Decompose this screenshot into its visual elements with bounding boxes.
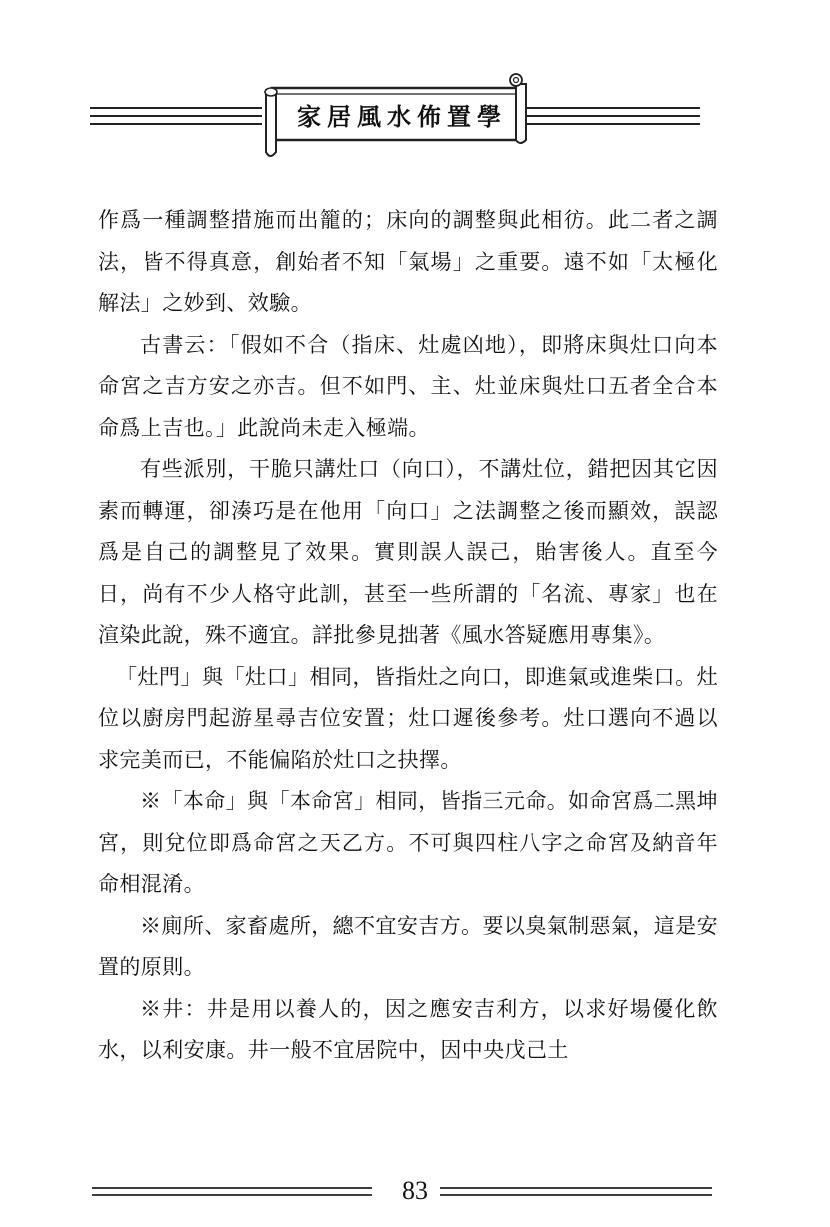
paragraph-7: ※井：井是用以養人的，因之應安吉利方，以求好場優化飲水，以利安康。井一般不宜居院中，因中央戊己土 [98,996,718,1062]
paragraph-3: 有些派別，干脆只講灶口（向口），不講灶位，錯把因其它因素而轉運，卻湊巧是在他用「向口」之法調整之後而顯效，誤認爲是自己的調整見了效果。實則誤人誤己，貽害後人。直至今日，尚有不少人格守此訓，甚至一些所謂的「名流、專家」也在渲染此說，殊不適宜。詳批參見拙著《風水答疑應用專集》。 [98,457,718,647]
paragraph-2: 古書云：「假如不合（指床、灶處凶地），即將床與灶口向本命宮之吉方安之亦吉。但不如門、主、灶並床與灶口五者全合本命爲上吉也。」此說尚未走入極端。 [98,332,718,440]
scroll-banner [0,0,830,170]
body-text [98,200,718,1072]
page-footer [0,1168,830,1218]
paragraph-5: ※「本命」與「本命宮」相同，皆指三元命。如命宮爲二黑坤宮，則兌位即爲命宮之天乙方。不可與四柱八字之命宮及納音年命相混淆。 [98,789,718,896]
paragraph-1: 作爲一種調整措施而出籠的；床向的調整與此相彷。此二者之調法，皆不得真意，創始者不知「氣場」之重要。遠不如「太極化解法」之妙到、效驗。 [98,208,718,315]
page-number: 83 [402,1176,428,1205]
page-header [0,0,830,170]
paragraph-6: ※廁所、家畜處所，總不宜安吉方。要以臭氣制惡氣，這是安置的原則。 [98,913,718,979]
book-title: 家居風水佈置學 [297,101,507,131]
paragraph-4: 「灶門」與「灶口」相同，皆指灶之向口，即進氣或進柴口。灶位以廚房門起游星尋吉位安置；灶口遲後參考。灶口選向不過以求完美而已，不能偏陷於灶口之抉擇。 [98,664,718,772]
